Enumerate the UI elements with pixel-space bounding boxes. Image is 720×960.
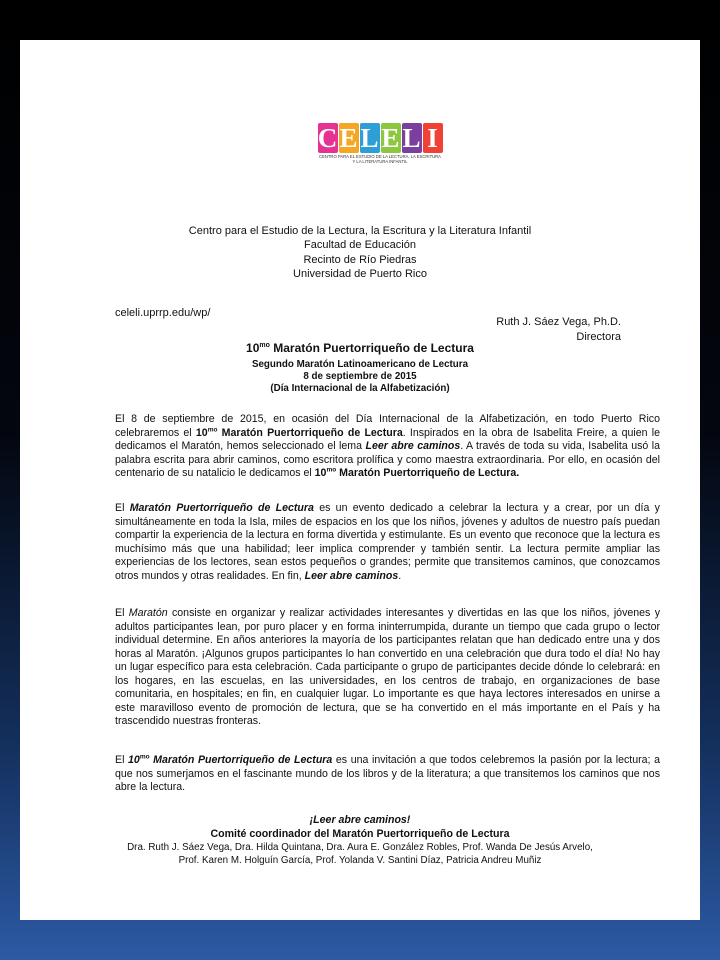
logo-letter: C [317,123,338,153]
faculty-name: Facultad de Educación [304,239,416,252]
celeli-logo [317,123,443,164]
p2-text: El [115,502,130,514]
p1-text: El 8 de septiembre de 2015, en ocasión del Día Internacional de la Alfabetización, en todo Puerto Rico celebraremos el [115,413,660,439]
logo-letter: I [423,123,443,153]
p2-slogan: Leer abre caminos [304,569,399,582]
p1-ordinal: 10 [195,426,208,439]
p3-event-name: Maratón [128,607,168,619]
paragraph-3 [115,607,660,729]
p1-event-name: Maratón Puertorriqueño de Lectura [217,426,403,439]
logo-letter: L [360,123,379,153]
title-ordinal: 10 [246,341,260,355]
title-text: Maratón Puertorriqueño de Lectura [269,341,474,355]
paragraph-4 [115,754,660,795]
director-block [496,315,621,345]
logo-letters [317,123,443,153]
logo-caption-line1: CENTRO PARA EL ESTUDIO DE LA LECTURA, LA ESCRITURA [319,154,441,159]
committee-title: Comité coordinador del Maratón Puertorriqueño de Lectura [210,827,510,840]
campus-name: Recinto de Río Piedras [303,253,417,266]
p4-event-name: Maratón Puertorriqueño de Lectura [149,754,333,766]
p1-ordinal-suffix: mo [207,425,218,433]
p1-text: . A través de toda su vida, Isabelita usó la palabra escrita para abrir caminos, como escritora prolífica y como maestra extraordinaria. Por ello, en ocasión del centenario de su natalicio le dedicamos el [115,440,660,479]
p3-text: El [115,607,129,619]
slogan: ¡Leer abre caminos! [309,814,411,826]
p4-ordinal-suffix: mo [139,753,150,761]
p1-event-name: Maratón Puertorriqueño de Lectura. [336,467,520,479]
logo-letter: E [381,123,400,153]
event-title [20,342,700,356]
university-name: Universidad de Puerto Rico [293,268,427,281]
p1-slogan: Leer abre caminos [365,440,461,452]
logo-caption-line2: Y LA LITERATURA INFANTIL [352,159,408,164]
subtitle-line3: (Día Internacional de la Alfabetización) [270,383,450,395]
director-role: Directora [576,331,621,343]
institution-header [20,224,700,282]
p2-event-name: Maratón Puertorriqueño de Lectura [129,502,314,514]
website-link[interactable]: celeli.uprrp.edu/wp/ [115,307,211,319]
p3-text: consiste en organizar y realizar actividades interesantes y divertidas en las que los niños, jóvenes y adultos participantes lean, por puro placer y en forma ininterrumpida, durante un tiempo que cada grupo o lector individual determine. En años anteriores la mayoría de los participantes relatan que han dedicado entre una y dos horas al Maratón. ¡Algunos grupos participantes lo han convertido en una celebración que dura todo el día! No hay un lugar específico para esta celebración. Cada participante o grupo de participantes decide dónde lo celebrará: en los hogares, en las escuelas, en las universidades, en los centros de trabajo, en organizaciones de base comunitaria, en hospitales; en fin, en cualquier lugar. Lo importante es que haya lectores interesados en unirse a este maravilloso evento de promoción de lectura, que se ha convertido en el más importante en el País y ha trascendido nuestras fronteras. [115,607,660,727]
p2-text: es un evento dedicado a celebrar la lectura y a crear, por un día y simultáneamente en toda la Isla, miles de espacios en los que los niños, jóvenes y adultos de nuestro país puedan compartir la experiencia de la lectura en forma divertida y estimulante. Es un evento que reconoce que la lectura es muchísimo más que una habilidad; leer implica comprender y también sentir. La lectura permite ampliar las experiencias de los lectores, sean estos pequeños o grandes; permite que transitemos caminos, que conozcamos otros mundos y otras realidades. En fin, [115,502,660,582]
p4-ordinal: 10 [128,754,140,766]
p1-ordinal-suffix: mo [326,466,337,474]
title-ordinal-suffix: mo [259,342,270,349]
logo-letter: E [339,123,358,153]
paragraph-2 [115,502,660,583]
p1-text: . Inspirados en la obra de Isabelita Freire, a quien le dedicamos el Maratón, hemos seleccionado el lema [115,426,660,452]
committee-members-line1: Dra. Ruth J. Sáez Vega, Dra. Hilda Quintana, Dra. Aura E. González Robles, Prof. Wanda De Jesús Arvelo, [127,842,593,853]
subtitle-line2: 8 de septiembre de 2015 [303,371,417,383]
letter-page [20,40,700,920]
logo-caption [317,154,443,164]
institution-name: Centro para el Estudio de la Lectura, la Escritura y la Literatura Infantil [188,225,532,237]
logo-letter: L [402,123,421,153]
committee-members-line2: Prof. Karen M. Holguín García, Prof. Yolanda V. Santini Díaz, Patricia Andreu Muñiz [178,855,542,866]
p4-text: es una invitación a que todos celebremos la pasión por la lectura; a que nos sumerjamos en el fascinante mundo de los libros y de la literatura; a que transitemos los caminos que nos abre la lectura. [115,754,660,793]
p1-ordinal: 10 [314,467,327,479]
p2-text: . [398,569,402,582]
director-name: Ruth J. Sáez Vega, Ph.D. [496,316,621,328]
event-subtitle [20,359,700,396]
subtitle-line1: Segundo Maratón Latinoamericano de Lectura [251,359,469,370]
paragraph-1 [115,413,660,481]
signoff-block [20,814,700,867]
p4-text: El [115,754,129,766]
